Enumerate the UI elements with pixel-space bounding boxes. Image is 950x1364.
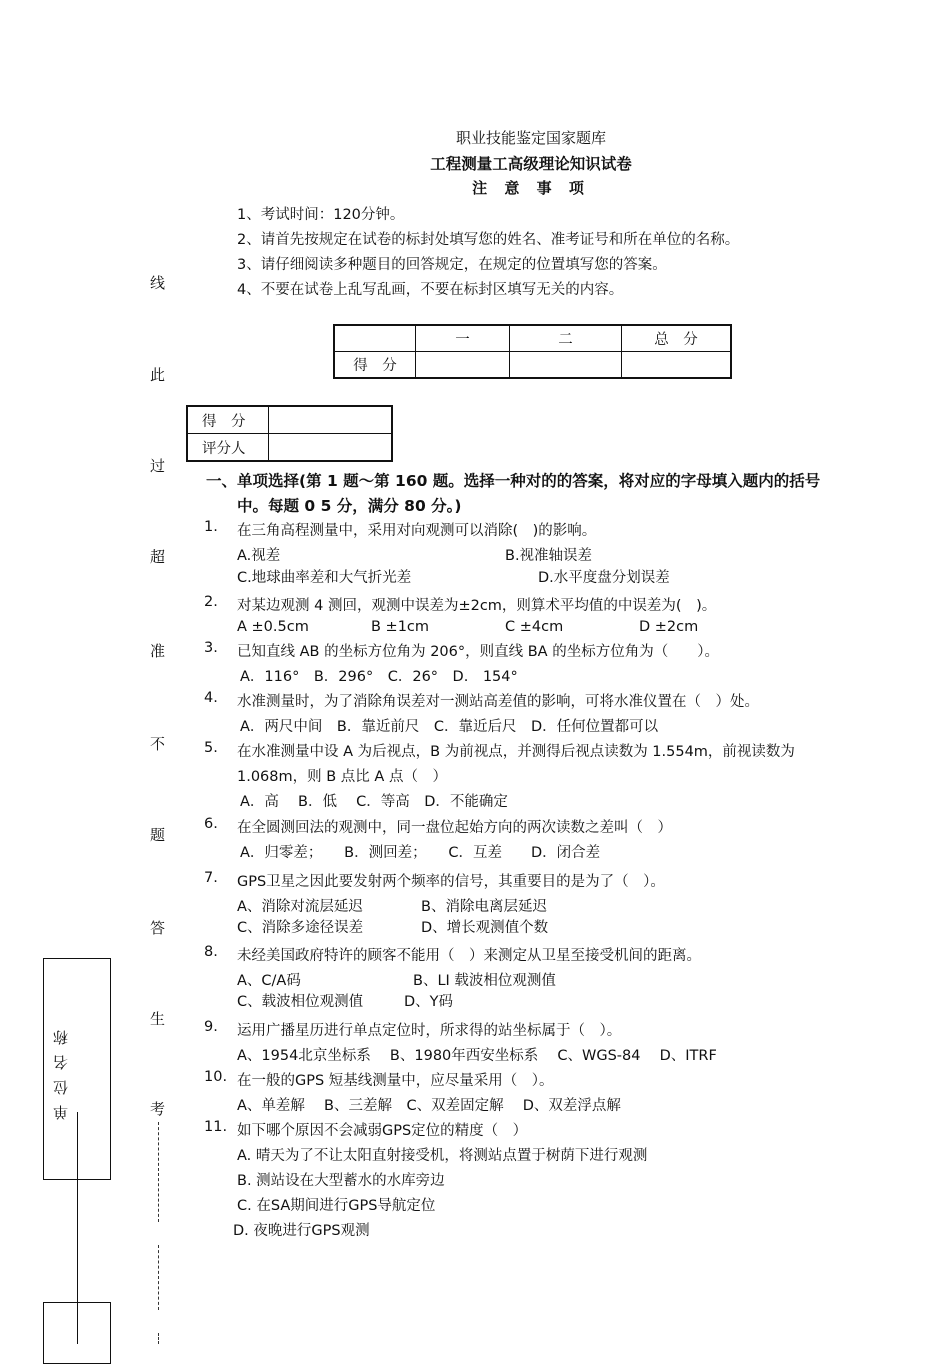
- option[interactable]: C. 在SA期间进行GPS导航定位: [237, 1198, 436, 1214]
- question-text: 水准测量时，为了消除角误差对一测站高差值的影响，可将水准仪置在（ ）处。: [237, 694, 759, 710]
- note-item: 2、请首先按规定在试卷的标封处填写您的姓名、准考证号和所在单位的名称。: [237, 232, 740, 248]
- question-text: 在全圆测回法的观测中，同一盘位起始方向的两次读数之差叫（ ）: [237, 820, 672, 836]
- option[interactable]: C ±4cm: [505, 619, 564, 635]
- note-item: 4、不要在试卷上乱写乱画，不要在标封区填写无关的内容。: [237, 282, 624, 298]
- grader-table: [186, 405, 393, 462]
- option[interactable]: C、载波相位观测值: [237, 994, 364, 1010]
- binding-char: 过: [150, 457, 166, 475]
- score-cell[interactable]: [622, 352, 732, 379]
- binding-char: 答: [150, 919, 166, 937]
- option[interactable]: A. 晴天为了不让太阳直射接受机，将测站点置于树荫下进行观测: [237, 1148, 648, 1164]
- score-cell[interactable]: [510, 352, 622, 379]
- option[interactable]: C.地球曲率差和大气折光差: [237, 570, 412, 586]
- binding-char: 此: [150, 366, 166, 384]
- dashed-line: [158, 1245, 160, 1310]
- section-heading: 一、单项选择(第 1 题～第 160 题。选择一种对的的答案，将对应的字母填入题内的括号: [206, 472, 821, 490]
- question-number: 11.: [204, 1119, 228, 1135]
- question-text: 已知直线 AB 的坐标方位角为 206°，则直线 BA 的坐标方位角为（ ）。: [237, 644, 719, 660]
- binding-char: 生: [150, 1010, 166, 1028]
- question-number: 2.: [204, 594, 218, 610]
- table-header: 总 分: [622, 325, 732, 352]
- table-header: 一: [416, 325, 510, 352]
- bank-title: 职业技能鉴定国家题库: [455, 129, 606, 147]
- question-text: 在三角高程测量中，采用对向观测可以消除( )的影响。: [237, 523, 597, 539]
- option-row[interactable]: A．两尺中间 B．靠近前尺 C．靠近后尺 D．任何位置都可以: [240, 719, 659, 735]
- option[interactable]: B、LⅠ 载波相位观测值: [413, 973, 556, 989]
- option[interactable]: A ±0.5cm: [237, 619, 309, 635]
- section-heading: 中。每题 0 5 分，满分 80 分。): [237, 497, 462, 515]
- score-cell[interactable]: [416, 352, 510, 379]
- binding-char: 超: [150, 548, 166, 566]
- dashed-line: [158, 1122, 160, 1222]
- option[interactable]: B、消除电离层延迟: [421, 899, 547, 915]
- question-text: 在水准测量中设 A 为后视点，B 为前视点，并测得后视点读数为 1.554m，前视读数为: [237, 744, 795, 760]
- row-label: 得 分: [334, 352, 416, 379]
- question-text-cont: 1.068m，则 B 点比 A 点（ ）: [237, 769, 447, 785]
- option[interactable]: B.视准轴误差: [505, 548, 593, 564]
- binding-char: 不: [150, 735, 166, 753]
- option[interactable]: A.视差: [237, 548, 281, 564]
- option[interactable]: D.水平度盘分划误差: [538, 570, 670, 586]
- option[interactable]: D、Y码: [404, 994, 454, 1010]
- score-cell[interactable]: [269, 406, 393, 434]
- option[interactable]: A、C/A码: [237, 973, 301, 989]
- binding-char: 考: [150, 1100, 166, 1118]
- question-number: 1.: [204, 519, 218, 535]
- score-summary-table: [333, 324, 732, 379]
- seal-box[interactable]: [43, 1302, 111, 1364]
- question-number: 7.: [204, 870, 218, 886]
- option-row[interactable]: A、单差解 B、三差解 C、双差固定解 D、双差浮点解: [237, 1098, 621, 1114]
- question-number: 4.: [204, 690, 218, 706]
- option[interactable]: D ±2cm: [639, 619, 699, 635]
- question-text: GPS卫星之因此要发射两个频率的信号，其重要目的是为了（ ）。: [237, 874, 665, 890]
- exam-title: 工程测量工高级理论知识试卷: [430, 155, 632, 173]
- question-text: 在一般的GPS 短基线测量中，应尽量采用（ ）。: [237, 1073, 554, 1089]
- option[interactable]: B. 测站设在大型蓄水的水库旁边: [237, 1173, 445, 1189]
- question-number: 5.: [204, 740, 218, 756]
- question-number: 3.: [204, 640, 218, 656]
- question-number: 6.: [204, 816, 218, 832]
- row-label: 评分人: [187, 434, 269, 462]
- question-number: 9.: [204, 1019, 218, 1035]
- note-item: 3、请仔细阅读多种题目的回答规定，在规定的位置填写您的答案。: [237, 257, 667, 273]
- table-cell: [334, 325, 416, 352]
- table-row: [187, 434, 392, 462]
- question-text: 运用广播星历进行单点定位时，所求得的站坐标属于（ ）。: [237, 1023, 622, 1039]
- question-text: 如下哪个原因不会减弱GPS定位的精度（ ）: [237, 1123, 528, 1139]
- option-row[interactable]: A．高 B．低 C．等高 D．不能确定: [240, 794, 508, 810]
- option-row[interactable]: A．116° B．296° C．26° D. 154°: [240, 669, 518, 685]
- option[interactable]: D、增长观测值个数: [421, 920, 549, 936]
- table-row: [187, 406, 392, 434]
- question-text: 未经美国政府特许的顾客不能用（ ）来测定从卫星至接受机间的距离。: [237, 948, 701, 964]
- grader-cell[interactable]: [269, 434, 393, 462]
- note-item: 1、考试时间：120分钟。: [237, 207, 405, 223]
- dashed-line: [158, 1333, 160, 1344]
- binding-char: 题: [150, 826, 166, 844]
- table-header: 二: [510, 325, 622, 352]
- option-row[interactable]: A、1954北京坐标系 B、1980年西安坐标系 C、WGS-84 D、ITRF: [237, 1048, 717, 1064]
- option[interactable]: A、消除对流层延迟: [237, 899, 363, 915]
- option[interactable]: B ±1cm: [371, 619, 430, 635]
- question-number: 8.: [204, 944, 218, 960]
- question-text: 对某边观测 4 测回，观测中误差为±2cm，则算术平均值的中误差为( )。: [237, 598, 717, 614]
- option[interactable]: C、消除多途径误差: [237, 920, 364, 936]
- option-row[interactable]: A．归零差； B．测回差； C．互差 D．闭合差: [240, 845, 601, 861]
- table-row: [334, 352, 731, 379]
- question-number: 10.: [204, 1069, 228, 1085]
- option[interactable]: D. 夜晚进行GPS观测: [233, 1223, 370, 1239]
- binding-char: 准: [150, 642, 166, 660]
- binding-char: 线: [150, 274, 166, 292]
- unit-name-label: 单位名称: [52, 1020, 70, 1120]
- notes-heading: 注 意 事 项: [472, 179, 590, 197]
- table-row: [334, 325, 731, 352]
- row-label: 得 分: [187, 406, 269, 434]
